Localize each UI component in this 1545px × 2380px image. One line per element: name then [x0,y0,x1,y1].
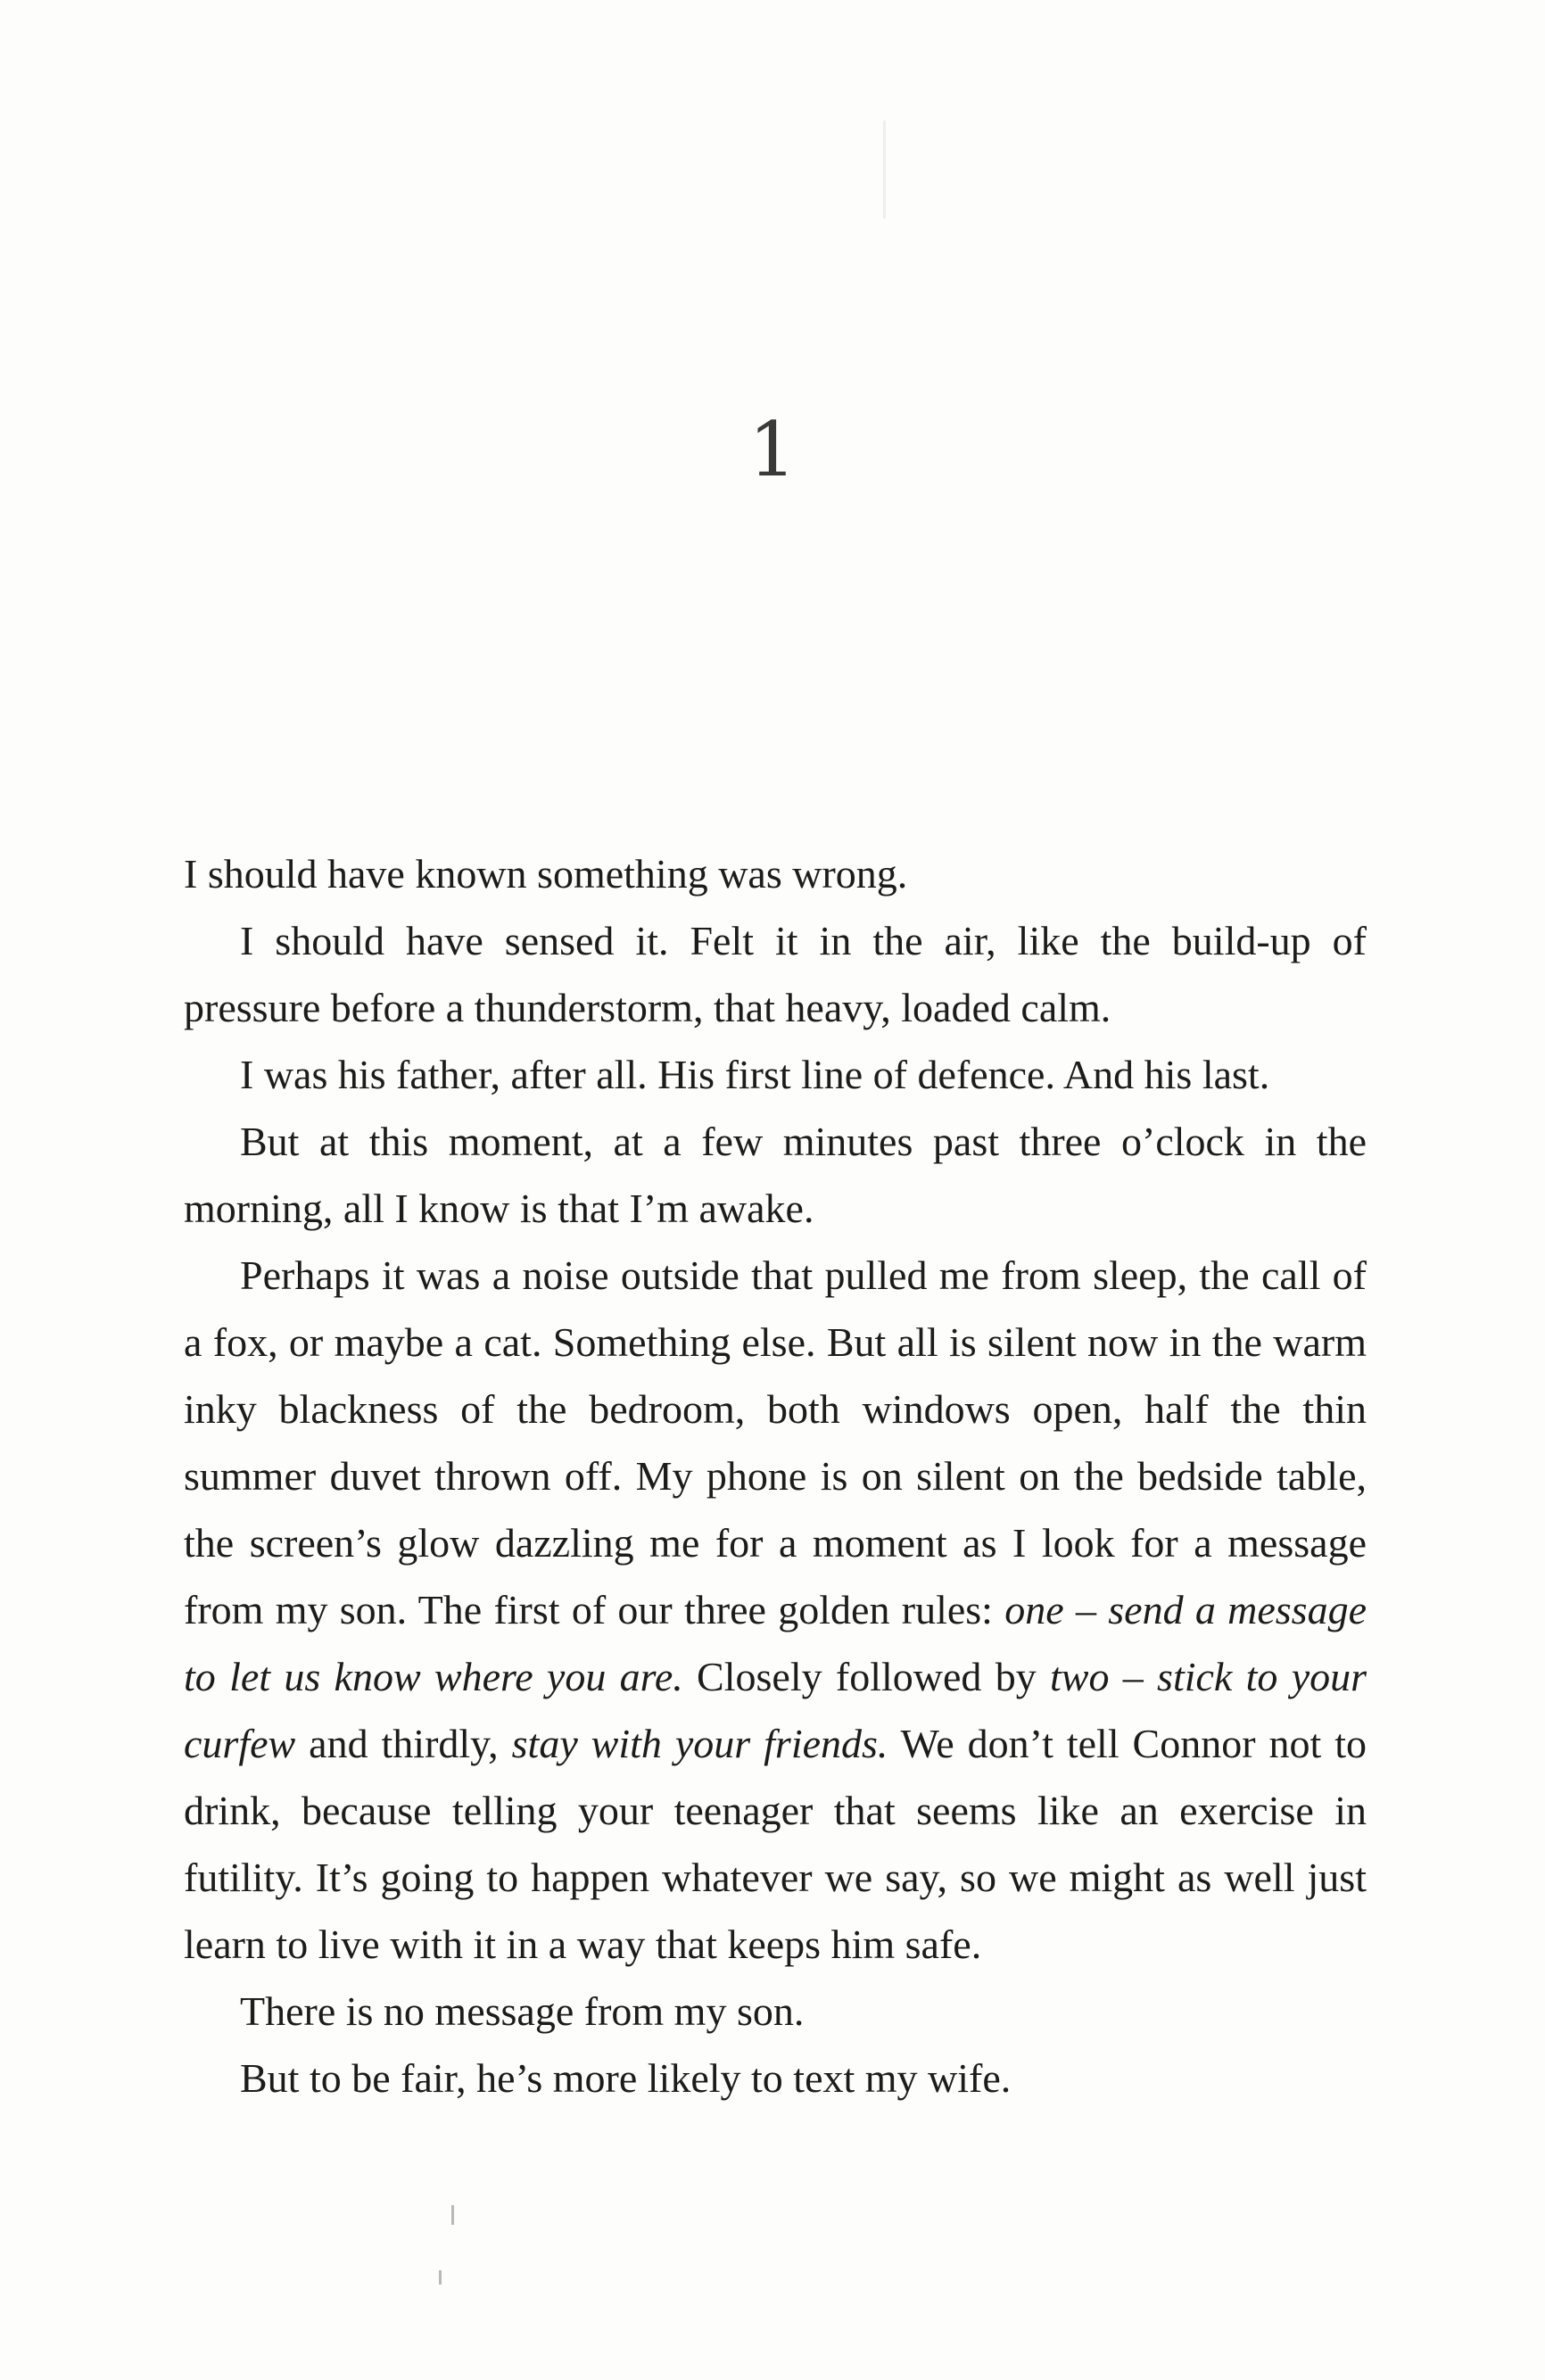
text-run: We don’t tell Connor not to drink, because telling your teenager that seems like an exercise in futility. It’s going to happen whatever we say, so we might as well just learn to live with it in a way that keeps him safe. [184,1721,1367,1967]
text-run: and thirdly, [295,1721,512,1766]
page-mark [451,2205,454,2225]
paragraph: But to be fair, he’s more likely to text my wife. [240,2055,1012,2101]
text-run: Closely followed by [682,1654,1050,1699]
text-run: Perhaps it was a noise outside that pulled me from sleep, the call of a fox, or maybe a cat. Something else. But all is silent now in the warm inky blackness of the bedroom, both windows open, half the thin summer duvet thrown off. My phone is on silent on the bedside table, the screen’s glow dazzling me for a moment as I look for a message from my son. The first of our three golden rules: [184,1252,1367,1632]
page-mark [883,120,886,219]
page-mark [439,2270,442,2285]
chapter-number: 1 [748,406,797,493]
emphasis-run: two – stick to your curfew [184,1654,1367,1766]
emphasis-run: one – send a message to let us know where you are. [184,1587,1367,1699]
paragraph: I should have sensed it. Felt it in the air, like the build-up of pressure before a thunderstorm, that heavy, loaded calm. [184,918,1367,1030]
paragraph: But at this moment, at a few minutes past three o’clock in the morning, all I know is that I’m awake. [184,1119,1367,1231]
paragraph [184,1242,1367,1978]
paragraph: I was his father, after all. His first line of defence. And his last. [240,1052,1270,1097]
body-text [184,840,1367,2111]
paragraph: I should have known something was wrong. [184,851,908,897]
emphasis-run: stay with your friends. [511,1721,888,1766]
paragraph: There is no message from my son. [240,1988,805,2034]
